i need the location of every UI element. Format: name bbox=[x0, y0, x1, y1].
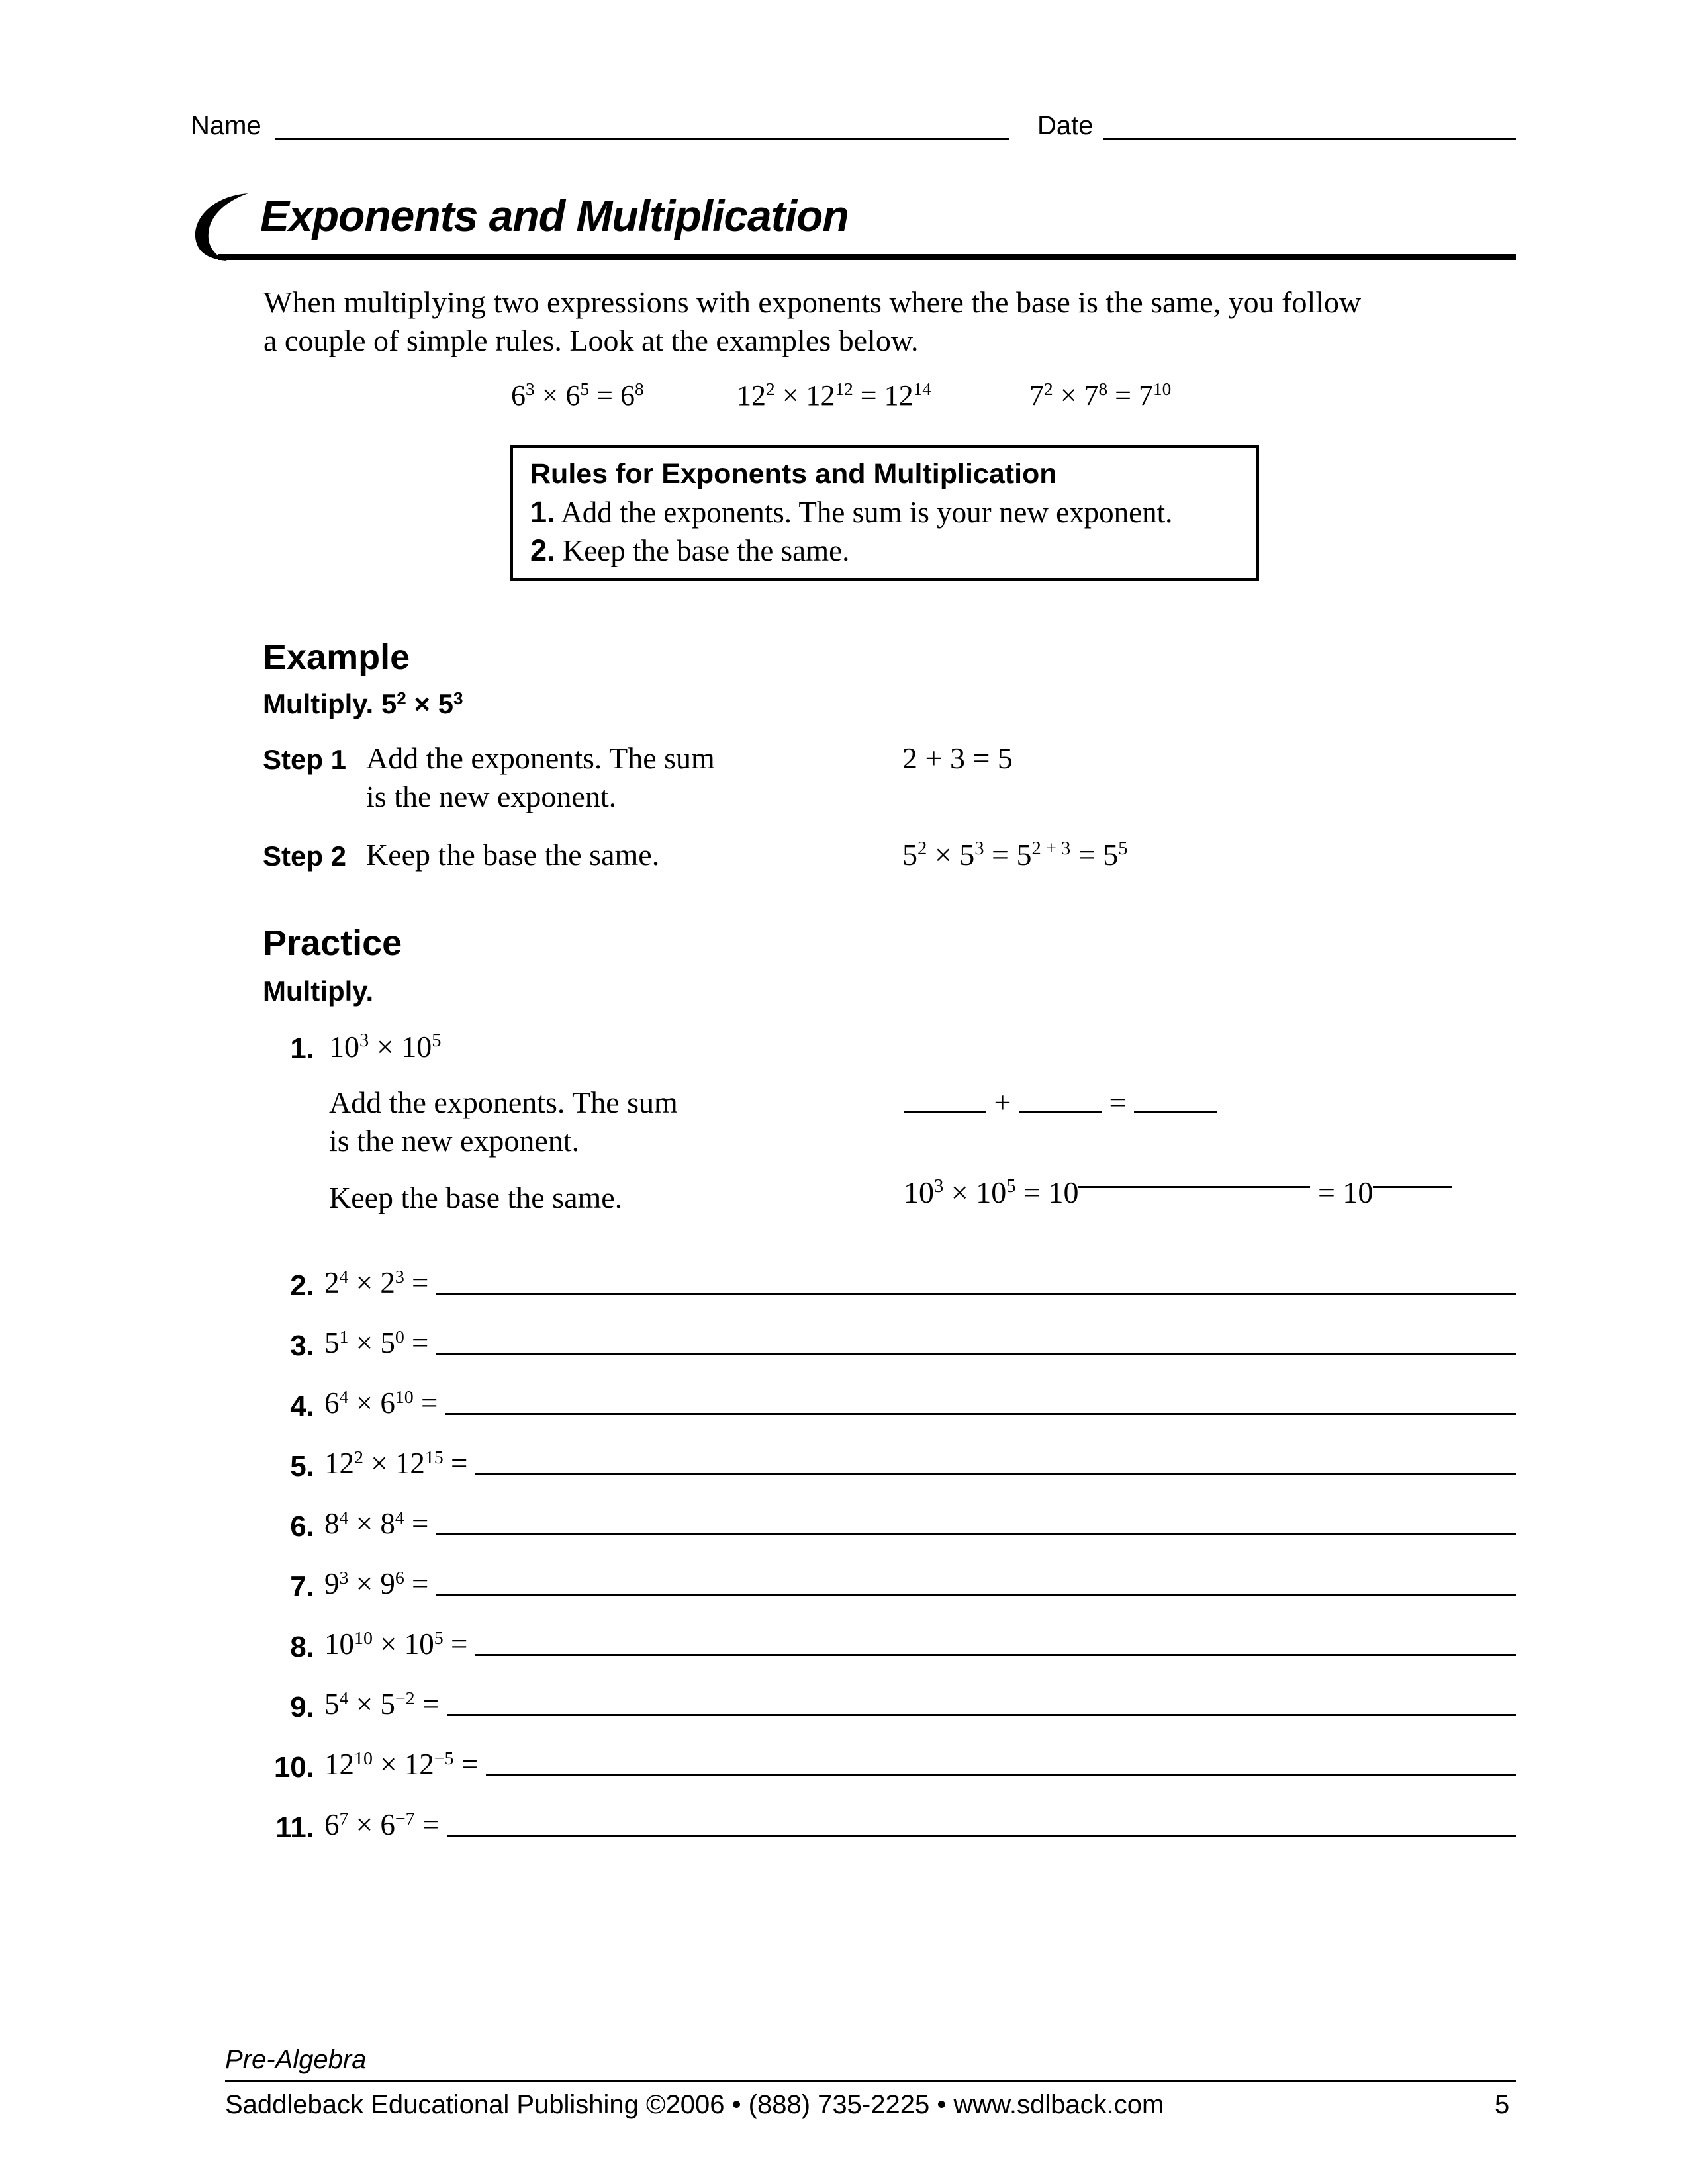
question-7-number: 7. bbox=[290, 1570, 314, 1603]
answer-line-4[interactable] bbox=[445, 1413, 1516, 1415]
blank-exponent-b[interactable] bbox=[1019, 1111, 1102, 1113]
blank-exponent-final[interactable] bbox=[1373, 1186, 1452, 1188]
answer-line-8[interactable] bbox=[475, 1654, 1516, 1656]
example-equation-3: $7^2 \times 7^8 = 7^{10}$ bbox=[1029, 379, 1172, 412]
question-1-sum-blanks: + = bbox=[904, 1083, 1217, 1122]
question-11-number: 11. bbox=[275, 1811, 314, 1844]
question-1-expression: $10^3 \times 10^5$ bbox=[329, 1030, 442, 1064]
question-3-number: 3. bbox=[290, 1330, 314, 1362]
rule-2: 2. Keep the base the same. bbox=[530, 533, 850, 567]
footer-publisher: Saddleback Educational Publishing ©2006 • (888) 735-2225 • www.sdlback.com bbox=[225, 2090, 1164, 2119]
answer-line-10[interactable] bbox=[486, 1774, 1516, 1776]
rule-1: 1. Add the exponents. The sum is your new exponent. bbox=[530, 495, 1173, 529]
answer-line-3[interactable] bbox=[436, 1353, 1516, 1355]
question-4-number: 4. bbox=[290, 1390, 314, 1422]
question-1-instruction-2: Keep the base the same. bbox=[329, 1181, 623, 1214]
blank-exponent-sum[interactable] bbox=[1134, 1111, 1217, 1113]
question-6-number: 6. bbox=[290, 1510, 314, 1543]
question-3: $5^1 \times 5^0$ = bbox=[324, 1326, 1516, 1360]
title-rule bbox=[218, 254, 1516, 260]
example-prompt: Multiply. $5^2 \times 5^3$ bbox=[263, 688, 463, 719]
intro-line-2: a couple of simple rules. Look at the examples below. bbox=[263, 324, 919, 357]
question-8: $10^{10} \times 10^5$ = bbox=[324, 1627, 1516, 1661]
step-2-label: Step 2 bbox=[263, 841, 347, 872]
blank-exponent-a[interactable] bbox=[904, 1111, 986, 1113]
step-1-text: Add the exponents. The sum is the new exponent. bbox=[366, 741, 715, 813]
question-1-base-work: $10^3 \times 10^5 = 10 = 10$ bbox=[904, 1173, 1452, 1212]
example-heading: Example bbox=[263, 637, 410, 677]
answer-line-2[interactable] bbox=[436, 1293, 1516, 1295]
page-number: 5 bbox=[1495, 2090, 1510, 2119]
step-2-text: Keep the base the same. bbox=[366, 838, 660, 872]
answer-line-6[interactable] bbox=[436, 1533, 1516, 1535]
rules-title: Rules for Exponents and Multiplication bbox=[530, 458, 1057, 490]
practice-prompt: Multiply. bbox=[263, 976, 374, 1007]
intro-line-1: When multiplying two expressions with exponents where the base is the same, you follow bbox=[263, 285, 1362, 319]
question-10-number: 10. bbox=[273, 1751, 314, 1784]
question-9: $5^4 \times 5^{-2}$ = bbox=[324, 1687, 1516, 1721]
blank-exponent-expression[interactable] bbox=[1078, 1186, 1310, 1188]
page-title: Exponents and Multiplication bbox=[260, 191, 849, 240]
step-2-work: $5^2 \times 5^3 = 5^{2 + 3} = 5^5$ bbox=[902, 838, 1128, 872]
name-label: Name bbox=[191, 111, 261, 140]
question-6: $8^4 \times 8^4$ = bbox=[324, 1506, 1516, 1541]
question-10: $12^{10} \times 12^{-5}$ = bbox=[324, 1747, 1516, 1782]
crescent-logo-icon bbox=[187, 191, 260, 263]
rules-box bbox=[510, 445, 1259, 581]
question-9-number: 9. bbox=[290, 1691, 314, 1723]
question-11: $6^7 \times 6^{-7}$ = bbox=[324, 1807, 1516, 1842]
practice-heading: Practice bbox=[263, 923, 402, 963]
answer-line-11[interactable] bbox=[447, 1835, 1516, 1837]
answer-line-7[interactable] bbox=[436, 1594, 1516, 1596]
intro-paragraph bbox=[263, 283, 1508, 360]
answer-line-5[interactable] bbox=[475, 1473, 1516, 1475]
question-5-number: 5. bbox=[290, 1450, 314, 1482]
question-4: $6^4 \times 6^{10}$ = bbox=[324, 1386, 1516, 1420]
date-label: Date bbox=[1037, 111, 1094, 140]
name-line[interactable] bbox=[275, 138, 1009, 140]
question-5: $12^2 \times 12^{15}$ = bbox=[324, 1446, 1516, 1480]
footer-course: Pre-Algebra bbox=[225, 2045, 367, 2074]
step-1-label: Step 1 bbox=[263, 744, 347, 775]
date-line[interactable] bbox=[1103, 138, 1516, 140]
question-1-number: 1. bbox=[290, 1032, 314, 1065]
footer-rule bbox=[225, 2080, 1516, 2082]
answer-line-9[interactable] bbox=[447, 1714, 1516, 1716]
example-equation-2: $12^2 \times 12^{12} = 12^{14}$ bbox=[737, 379, 931, 412]
question-7: $9^3 \times 9^6$ = bbox=[324, 1567, 1516, 1601]
question-2-number: 2. bbox=[290, 1269, 314, 1302]
question-2: $2^4 \times 2^3$ = bbox=[324, 1265, 1516, 1300]
step-1-work: 2 + 3 = 5 bbox=[902, 741, 1013, 775]
example-equation-1: $6^3 \times 6^5 = 6^8$ bbox=[511, 379, 644, 412]
question-1-instruction-1: Add the exponents. The sum is the new exponent. bbox=[329, 1085, 678, 1158]
question-8-number: 8. bbox=[290, 1631, 314, 1663]
